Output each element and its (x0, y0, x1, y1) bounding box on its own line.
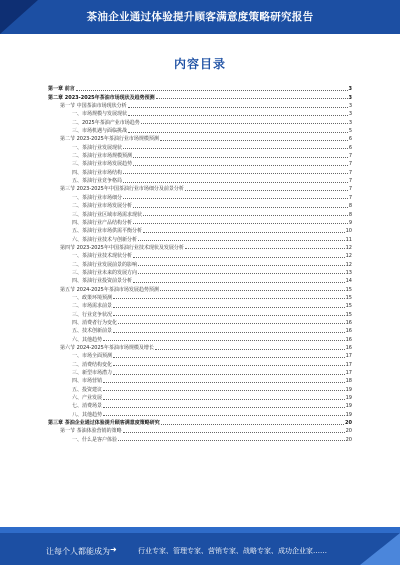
toc-leader-dots (113, 315, 345, 316)
toc-entry-page: 13 (345, 269, 352, 276)
toc-leader-dots (103, 340, 345, 341)
toc-entry-page: 6 (348, 136, 352, 143)
toc-leader-dots (143, 232, 345, 233)
toc-entry-page: 7 (348, 169, 352, 176)
toc-entry-page: 7 (348, 186, 352, 193)
toc-leader-dots (123, 432, 345, 433)
toc-entry-label: 四、市场营销 (72, 378, 103, 385)
toc-leader-dots (123, 182, 348, 183)
toc-leader-dots (128, 107, 348, 108)
toc-entry-label: 二、茶油行业市场规模预测 (72, 153, 133, 160)
toc-leader-dots (113, 332, 345, 333)
toc-entry-label: 第三章 茶油企业通过体验提升顾客满意度策略研究 (48, 420, 160, 427)
toc-leader-dots (141, 123, 348, 124)
toc-entry-label: 七、消费场景 (72, 403, 103, 410)
toc-leader-dots (123, 173, 348, 174)
toc-entry-label: 第四节 2023-2025年中国茶油行业技术现状及发展分析 (60, 244, 184, 251)
toc-entry-label: 一、政策环境预测 (72, 294, 113, 301)
toc-entry-page: 14 (345, 278, 352, 285)
toc-leader-dots (160, 290, 345, 291)
toc-entry-label: 四、茶油行业投资前景分析 (72, 278, 133, 285)
toc-leader-dots (185, 190, 348, 191)
toc-entry[interactable] (48, 243, 352, 251)
toc-entry-label: 五、投资建议 (72, 386, 103, 393)
toc-entry[interactable] (48, 126, 352, 134)
toc-entry-label: 五、茶油行业市场供需平衡分析 (72, 228, 143, 235)
toc-heading: 内容目录 (173, 57, 226, 71)
toc-leader-dots (138, 240, 345, 241)
toc-entry[interactable] (48, 184, 352, 192)
toc-entry-page: 7 (348, 161, 352, 168)
toc-entry-label: 第六节 2024-2025年茶油市场规模及增长 (60, 345, 154, 351)
toc-entry-label: 第一节 中国茶油市场现状分析 (60, 103, 127, 110)
toc-leader-dots (113, 365, 345, 366)
toc-leader-dots (143, 215, 348, 216)
toc-leader-dots (113, 298, 345, 299)
toc-entry-label: 八、其他趋势 (72, 411, 103, 418)
toc-entry-label: 四、消费者行为变化 (72, 319, 118, 326)
toc-entry[interactable] (48, 334, 352, 342)
toc-entry[interactable] (48, 226, 352, 234)
toc-entry-label: 第二节 2023-2025年茶油行业市场规模预测 (60, 136, 159, 143)
toc-leader-dots (185, 248, 345, 249)
toc-entry-page: 20 (345, 436, 352, 443)
toc-leader-dots (138, 273, 345, 274)
toc-leader-dots (123, 198, 348, 199)
toc-leader-dots (133, 165, 348, 166)
toc-leader-dots (138, 265, 345, 266)
toc-entry-page: 17 (345, 370, 352, 377)
toc-entry-label: 三、新型市场潜力 (72, 370, 113, 377)
toc-leader-dots (103, 382, 345, 383)
header-banner (0, 0, 400, 34)
toc-entry[interactable] (48, 218, 352, 226)
arrow-right-icon: ➜ (110, 545, 117, 554)
toc-entry-label: 第一节 茶油体验营销的策略 (60, 428, 122, 435)
toc-entry[interactable] (48, 284, 352, 292)
toc-entry-label: 三、市场机遇与面临挑战 (72, 128, 128, 135)
toc-leader-dots (128, 132, 348, 133)
toc-leader-dots (133, 157, 348, 158)
toc-entry-label: 第三节 2023-2025年中国茶油行业市场细分及前景分析 (60, 186, 184, 193)
toc-entry-page: 16 (345, 319, 352, 326)
toc-entry[interactable] (48, 318, 352, 326)
toc-entry-label: 三、茶油行业区域市场需求现状 (72, 211, 143, 218)
toc-entry-label: 一、市场全面预测 (72, 353, 113, 360)
toc-entry-label: 第一章 前言 (48, 86, 75, 93)
toc-entry-page: 16 (345, 345, 352, 351)
toc-leader-dots (160, 140, 348, 141)
toc-leader-dots (161, 424, 344, 425)
toc-entry[interactable] (48, 326, 352, 334)
toc-entry[interactable] (48, 384, 352, 392)
toc-entry-label: 二、消费结构变化 (72, 361, 113, 368)
toc-entry[interactable] (48, 251, 352, 259)
toc-entry-label: 四、茶油行业市场结构 (72, 169, 123, 176)
table-of-contents (48, 84, 352, 443)
footer-banner (0, 527, 400, 565)
toc-entry[interactable] (48, 101, 352, 109)
toc-leader-dots (156, 98, 348, 99)
toc-entry[interactable] (48, 234, 352, 242)
toc-entry-label: 一、茶油行业发展现状 (72, 144, 123, 151)
toc-entry[interactable] (48, 418, 352, 426)
toc-entry-page: 18 (345, 378, 352, 385)
toc-entry-page: 6 (348, 144, 352, 151)
toc-leader-dots (133, 257, 345, 258)
toc-entry-page: 7 (348, 194, 352, 201)
toc-entry[interactable] (48, 268, 352, 276)
toc-entry[interactable] (48, 401, 352, 409)
toc-entry[interactable] (48, 293, 352, 301)
toc-leader-dots (103, 415, 345, 416)
toc-entry-page: 19 (345, 411, 352, 418)
toc-leader-dots (133, 282, 345, 283)
toc-entry-page: 9 (348, 219, 352, 226)
toc-entry[interactable] (48, 301, 352, 309)
toc-entry-page: 19 (345, 386, 352, 393)
toc-entry[interactable] (48, 434, 352, 442)
toc-leader-dots (103, 407, 345, 408)
toc-leader-dots (133, 223, 348, 224)
toc-entry-page: 19 (345, 395, 352, 402)
toc-entry[interactable] (48, 426, 352, 434)
toc-entry[interactable] (48, 209, 352, 217)
toc-entry-label: 一、茶油行业市场细分 (72, 194, 123, 201)
toc-entry[interactable] (48, 376, 352, 384)
toc-entry[interactable] (48, 201, 352, 209)
toc-entry-page: 12 (345, 253, 352, 260)
toc-entry-page: 8 (348, 203, 352, 210)
toc-entry-page: 3 (348, 119, 352, 126)
toc-entry-page: 10 (345, 228, 352, 235)
toc-entry[interactable] (48, 151, 352, 159)
toc-entry-page: 12 (345, 244, 352, 251)
toc-leader-dots (155, 349, 345, 350)
toc-entry-page: 16 (345, 328, 352, 335)
toc-entry-page: 3 (348, 94, 352, 101)
toc-entry-page: 17 (345, 361, 352, 368)
toc-entry[interactable] (48, 259, 352, 267)
toc-leader-dots (103, 390, 345, 391)
toc-leader-dots (113, 374, 345, 375)
toc-entry[interactable] (48, 142, 352, 150)
toc-entry-label: 一、茶油行业技术现状分析 (72, 253, 133, 260)
toc-entry-label: 五、茶油行业竞争格局 (72, 178, 123, 185)
toc-entry-page: 20 (345, 420, 352, 427)
toc-entry-page: 15 (345, 286, 352, 293)
toc-entry[interactable] (48, 92, 352, 100)
toc-leader-dots (103, 399, 345, 400)
toc-entry-page: 11 (345, 236, 352, 243)
toc-entry-label: 二、市场需求前景 (72, 303, 113, 310)
toc-entry[interactable] (48, 309, 352, 317)
toc-entry-page: 17 (345, 353, 352, 360)
toc-entry[interactable] (48, 276, 352, 284)
footer-band-decoration (0, 527, 400, 533)
toc-entry[interactable] (48, 393, 352, 401)
toc-entry-page: 15 (345, 303, 352, 310)
toc-entry-label: 二、茶油行业发展前景的影响 (72, 261, 138, 268)
toc-leader-dots (123, 148, 348, 149)
toc-entry-label: 第五节 2024-2025年茶油市场发展趋势预测 (60, 286, 159, 293)
toc-entry[interactable] (48, 134, 352, 142)
toc-entry[interactable] (48, 343, 352, 351)
toc-entry[interactable] (48, 176, 352, 184)
toc-entry[interactable] (48, 109, 352, 117)
toc-entry-page: 3 (348, 86, 352, 93)
toc-entry-label: 四、茶油行业产品结构分析 (72, 219, 133, 226)
toc-leader-dots (76, 90, 348, 91)
toc-entry[interactable] (48, 351, 352, 359)
toc-entry-page: 19 (345, 403, 352, 410)
toc-entry[interactable] (48, 159, 352, 167)
toc-leader-dots (113, 307, 345, 308)
toc-leader-dots (133, 207, 348, 208)
toc-entry-page: 16 (345, 336, 352, 343)
toc-entry-label: 五、技术创新前景 (72, 328, 113, 335)
toc-leader-dots (118, 323, 345, 324)
toc-entry-label: 六、其他趋势 (72, 336, 103, 343)
report-title: 茶油企业通过体验提升顾客满意度策略研究报告 (86, 11, 314, 23)
toc-entry[interactable] (48, 368, 352, 376)
toc-entry-page: 15 (345, 311, 352, 318)
toc-entry-page: 15 (345, 294, 352, 301)
toc-entry-label: 二、茶油行业市场发展分析 (72, 203, 133, 210)
footer-slogan-right: 行业专家、管理专家、营销专家、战略专家、成功企业家…… (138, 547, 327, 555)
toc-entry-page: 20 (345, 428, 352, 435)
toc-entry[interactable] (48, 167, 352, 175)
toc-leader-dots (128, 115, 348, 116)
toc-entry-page: 3 (348, 103, 352, 110)
toc-entry-label: 三、茶油行业未来的发展方向 (72, 269, 138, 276)
footer-slogan-left: 让每个人都能成为 (46, 547, 110, 556)
footer-strip-decoration (360, 533, 400, 565)
toc-entry-label: 一、市场规模与发展现状 (72, 111, 128, 118)
toc-entry-page: 3 (348, 111, 352, 118)
toc-entry-page: 7 (348, 153, 352, 160)
toc-entry[interactable] (48, 84, 352, 92)
toc-entry-label: 第二章 2023-2025年茶油市场现状及趋势预测 (48, 94, 155, 101)
toc-entry-page: 12 (345, 261, 352, 268)
toc-entry-page: 8 (348, 211, 352, 218)
toc-entry-page: 5 (348, 128, 352, 135)
toc-leader-dots (113, 357, 345, 358)
toc-entry-label: 二、2025年茶油产业市场趋势 (72, 119, 140, 126)
toc-entry[interactable] (48, 192, 352, 200)
toc-entry-label: 三、行业竞争状况 (72, 311, 113, 318)
toc-entry-label: 一、什么是客户体验 (72, 436, 118, 443)
toc-entry[interactable] (48, 359, 352, 367)
toc-leader-dots (118, 440, 345, 441)
toc-entry-page: 7 (348, 178, 352, 185)
toc-entry[interactable] (48, 409, 352, 417)
toc-entry-label: 六、茶油行业技术与创新分析 (72, 236, 138, 243)
toc-entry-label: 六、产业发展 (72, 395, 103, 402)
toc-entry-label: 三、茶油行业市场发展趋势 (72, 161, 133, 168)
toc-entry[interactable] (48, 117, 352, 125)
